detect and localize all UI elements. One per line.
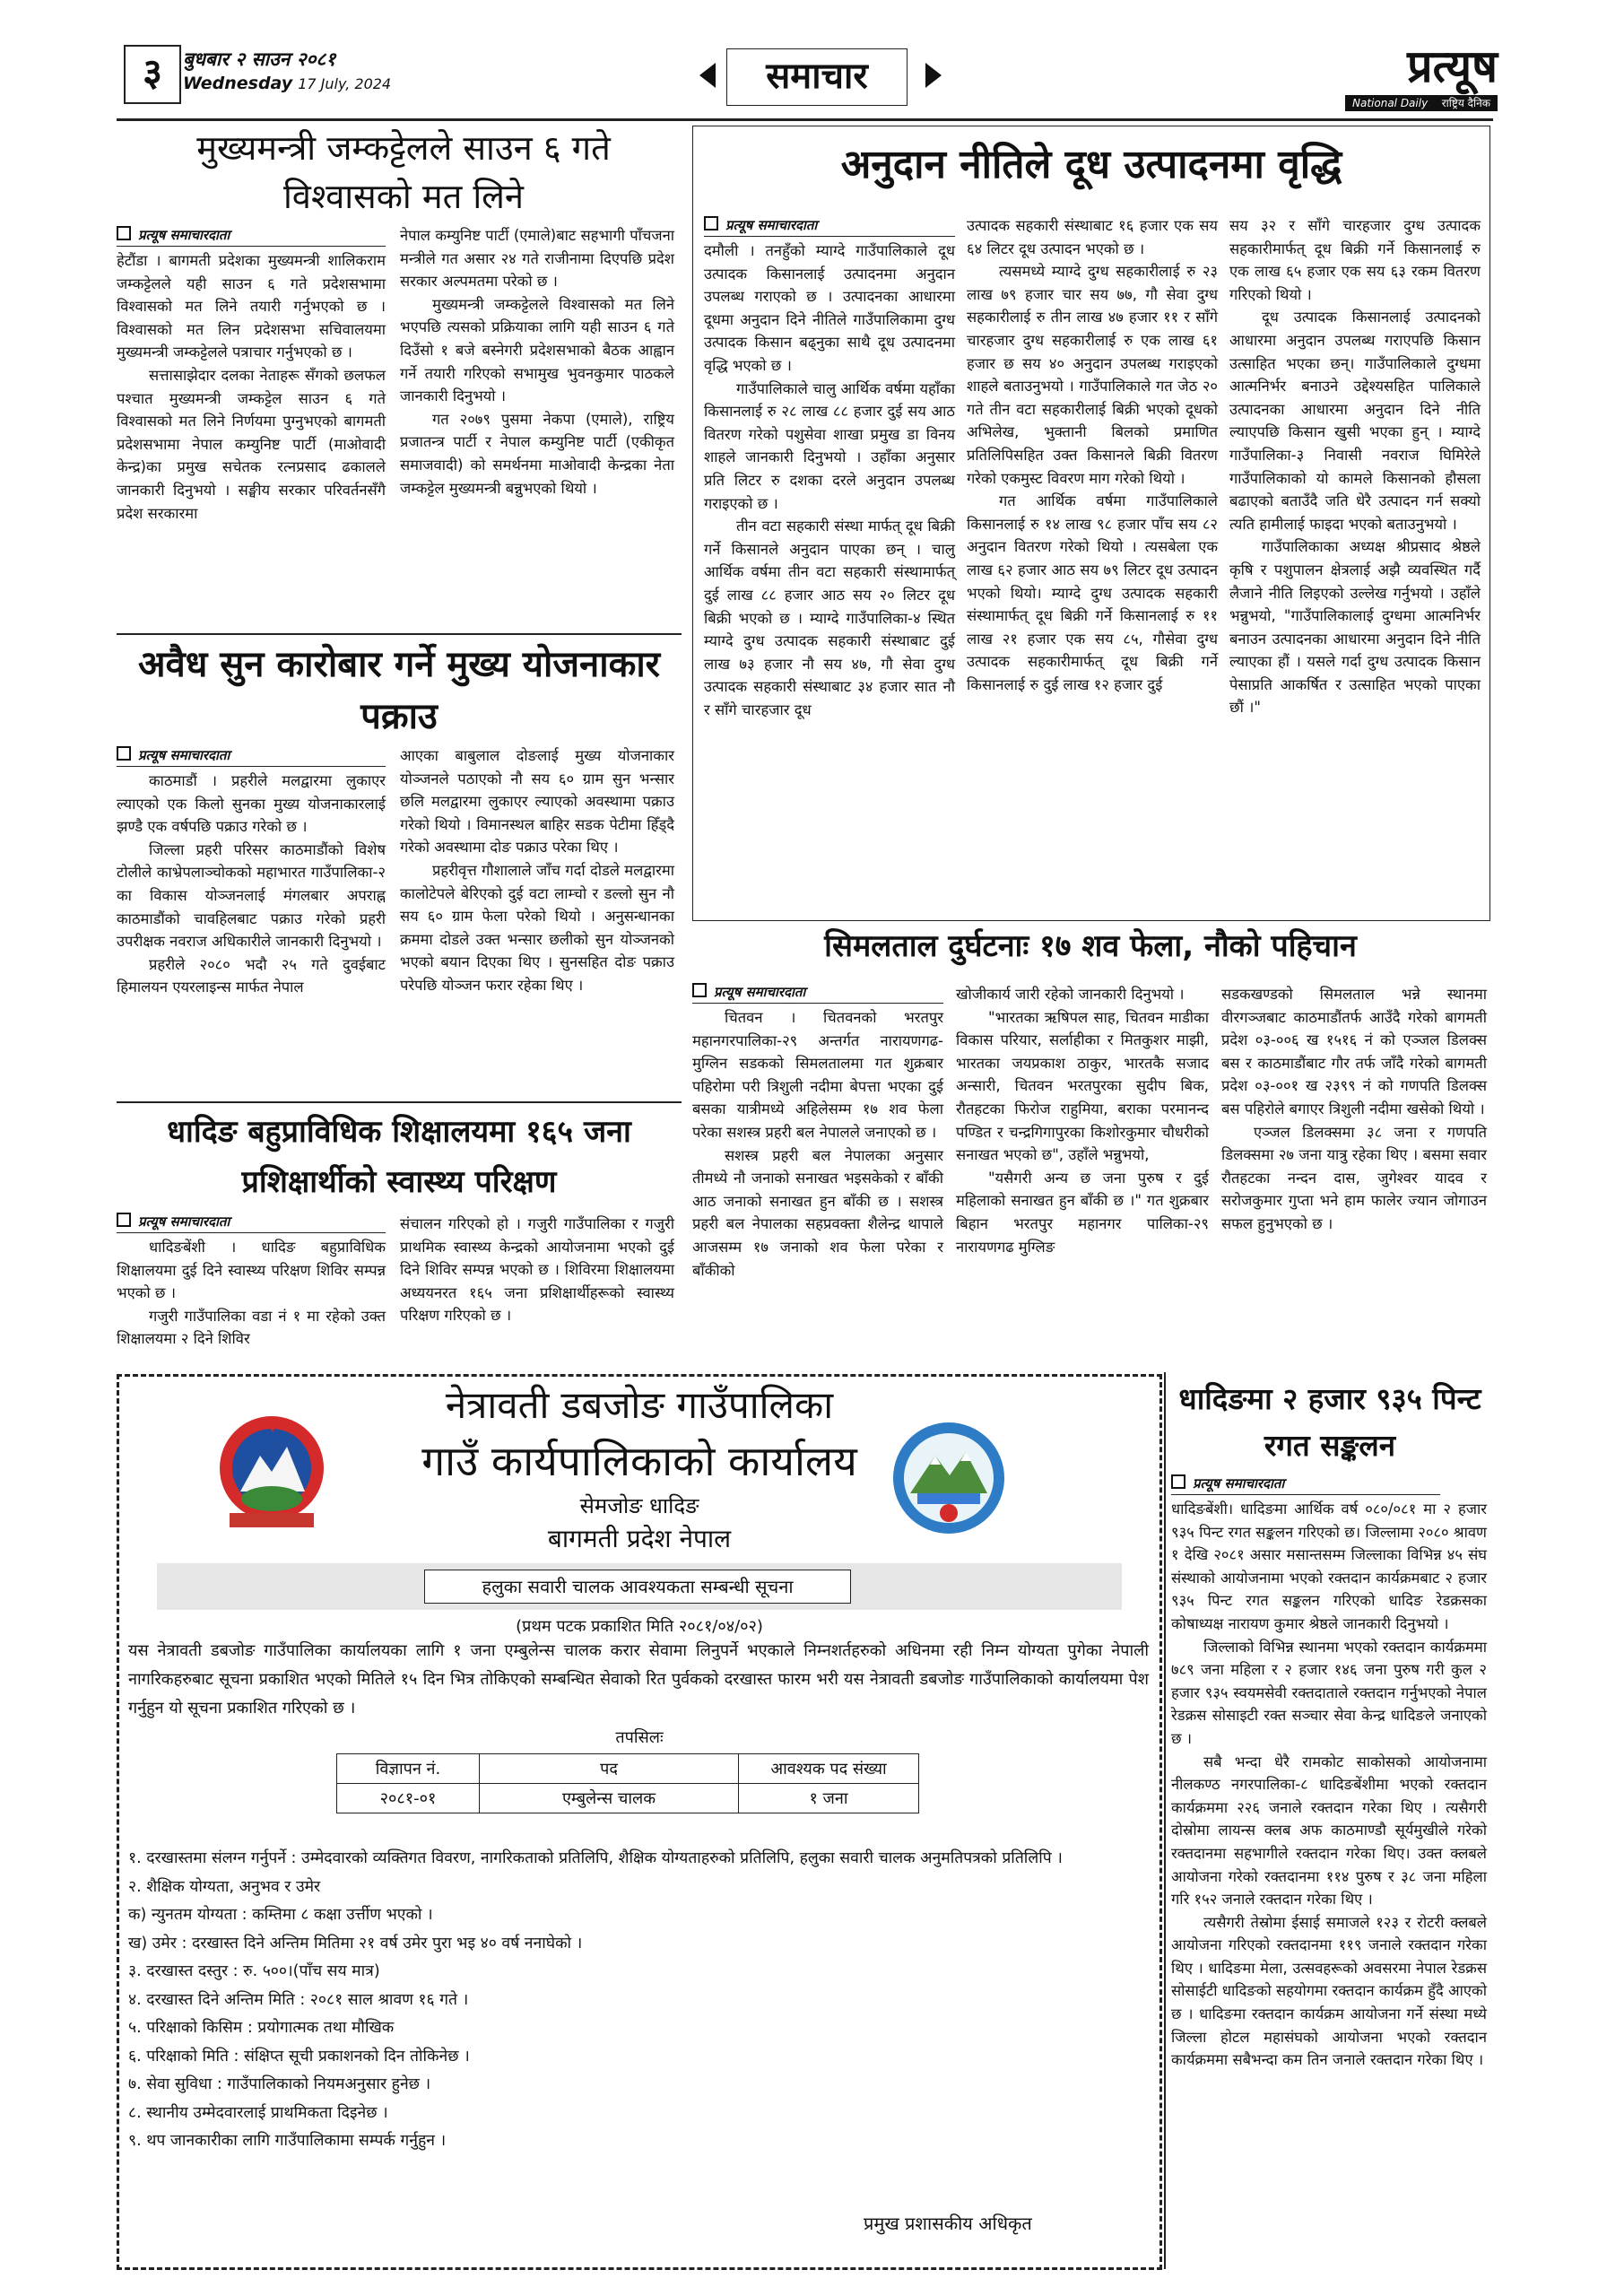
notice-condition: ३. दरखास्त दस्तुर : रु. ५००।(पाँच सय मात्र): [128, 1962, 380, 1980]
article3-column-1: [117, 770, 386, 999]
notice-office: गाउँ कार्यपालिकाको कार्यालय: [421, 1437, 857, 1485]
article1-bottom-rule: [117, 633, 682, 635]
article5-column-2: [956, 983, 1209, 1258]
byline-square-icon: [692, 983, 707, 997]
notice-subject: हलुका सवारी चालक आवश्यकता सम्बन्धी सूचना: [424, 1570, 851, 1604]
logo-sub-left: National Daily: [1352, 97, 1429, 109]
article2-paragraph: सय ३२ र साँगे चारहजार दुग्ध उत्पादक सहकारीमार्फत् दूध बिक्री गर्ने किसानलाई रु एक लाख ६५ हजार एक सय ६३ रकम वितरण गरिएको थियो ।: [1229, 217, 1481, 303]
article3-headline-line1: अवैध सुन कारोबार गर्ने मुख्य योजनाकार: [137, 644, 661, 685]
article6-body: [1171, 1498, 1487, 2072]
notice-condition: ख) उमेर : दरखास्त दिने अन्तिम मितिमा २१ वर्ष उमेर पुरा भइ ४० वर्ष ननाघेको ।: [128, 1934, 583, 1952]
table-cell: एम्बुलेन्स चालक: [480, 1784, 739, 1813]
byline-text: प्रत्यूष समाचारदाता: [725, 217, 818, 233]
article5-paragraph: "यसैगरी अन्य छ जना पुरुष र दुई महिलाको सनाखत हुन बाँकी छ ।" गत शुक्रबार बिहान भरतपुर महानगर पालिका-२९ नारायणगढ मुग्लिङ: [956, 1169, 1209, 1256]
notice-box: [117, 1374, 1162, 2270]
article1-column-2: [400, 224, 674, 500]
article4-headline: [117, 1107, 682, 1207]
article1-headline-line2: विश्वासको मत लिने: [282, 177, 525, 216]
article6-headline-line1: धादिङमा २ हजार ९३५ पिन्ट: [1178, 1381, 1481, 1416]
notice-table-wrap: [336, 1753, 919, 1813]
notice-condition: ६. परिक्षाको मिति : संक्षिप्त सूची प्रकाशनको दिन तोकिनेछ ।: [128, 2047, 470, 2066]
article2-column-1: [704, 239, 955, 721]
article5-headline: सिमलताल दुर्घटनाः १७ शव फेला, नौको पहिचान: [824, 928, 1357, 964]
byline-square-icon: [117, 746, 131, 761]
article5-paragraph: सशस्त्र प्रहरी बल नेपालका अनुसार तीमध्ये नौ जनाको सनाखत भइसकेको र बाँकी आठ जनाको सनाखत हुन बाँकी छ । सशस्त्र प्रहरी बल नेपालका सहप्रवक्ता शैलेन्द्र थापाले आजसम्म १७ जनाको शव फेला परेका र बाँकीको: [692, 1146, 943, 1279]
notice-table: [336, 1753, 919, 1813]
article1-byline: [117, 226, 386, 247]
article3-paragraph: प्रहरीवृत्त गौशालाले जाँच गर्दा दोडले मलद्वारमा कालोटेपले बेरिएको दुई वटा लाम्चो र डल्लो सुन नौ सय ६० ग्राम फेला परेको थियो । अनुसन्धानका क्रममा दोडले उक्त भन्सार छलीको सुन योञ्जनको भएको बयान दिएका थिए । सुनसहित दोङ पक्राउ परेपछि योञ्जन फरार रहेका थिए ।: [400, 861, 674, 994]
article1-paragraph: नेपाल कम्युनिष्ट पार्टी (एमाले)बाट सहभागी पाँचजना मन्त्रीले गत असार २४ गते राजीनामा दिएपछि प्रदेश सरकार अल्पमतमा परेको छ ।: [400, 227, 674, 291]
article6-paragraph: धादिङबेंशी। धादिङमा आर्थिक वर्ष ०८०/०८१ मा २ हजार ९३५ पिन्ट रगत सङ्कलन गरिएको छ। जिल्लामा २०८० श्रावण १ देखि २०८१ असार मसान्तसम्म जिल्लाका विभिन्न ४५ संघ संस्थाको आयोजनामा भएको रक्तदान कार्यक्रमबाट २ हजार ९३५ पिन्ट रगत सङ्कलन गरिएको धादिङ रेडक्रसका कोषाध्यक्ष नारायण कुमार श्रेष्ठले जानकारी दिनुभयो ।: [1171, 1500, 1487, 1632]
byline-square-icon: [117, 226, 131, 240]
notice-conditions: [128, 1845, 1149, 2156]
article5-paragraph: चितवन । चितवनको भरतपुर महानगरपालिका-२९ अन्तर्गत नारायणगढ-मुग्लिन सडकको सिमलतालमा गत शुक्रबार पहिरोमा परी त्रिशुली नदीमा बेपत्ता भएका दुई बसका यात्रीमध्ये अहिलेसम्म १७ शव फेला परेका सशस्त्र प्रहरी बल नेपालले जनाएको छ ।: [692, 1009, 943, 1141]
article5-column-3: [1221, 983, 1487, 1236]
logo-sub-right: राष्ट्रिय दैनिक: [1441, 97, 1490, 109]
date-english-rest: 17 July, 2024: [298, 75, 392, 92]
article2-byline: [704, 216, 955, 237]
article3-headline-line2: पक्राउ: [360, 696, 438, 737]
date-english-day: Wednesday: [183, 74, 293, 93]
arrow-right-icon: [925, 63, 942, 88]
article5-paragraph: खोजीकार्य जारी रहेको जानकारी दिनुभयो ।: [956, 986, 1185, 1003]
article5-paragraph: एञ्जल डिलक्समा ३८ जना र गणपति डिलक्समा २७ जना यात्रु रहेका थिए । बसमा सवार रौतहटका नन्दन दास, जुगेश्वर यादव र सरोजकुमार गुप्ता भने हाम फालेर ज्यान जोगाउन सफल हुनुभएको छ ।: [1221, 1123, 1487, 1232]
byline-square-icon: [1171, 1474, 1185, 1489]
article2-headline: अनुदान नीतिले दूध उत्पादनमा वृद्धि: [840, 142, 1342, 187]
notice-address-2: बागमती प्रदेश नेपाल: [547, 1524, 732, 1553]
article6-byline: [1171, 1474, 1440, 1495]
article4-headline-line2: प्रशिक्षार्थीको स्वास्थ्य परिक्षण: [241, 1164, 557, 1200]
notice-condition: ७. सेवा सुविधा : गाउँपालिकाको नियमअनुसार हुनेछ ।: [128, 2075, 431, 2093]
notice-condition: ४. दरखास्त दिने अन्तिम मिति : २०८१ साल श्रावण १६ गते ।: [128, 1990, 469, 2009]
notice-intro: यस नेत्रावती डबजोङ गाउँपालिका कार्यालयका लागि १ जना एम्बुलेन्स चालक करार सेवामा लिनुपर्ने भएकाले निम्नशर्तहरुको अधिनमा रही निम्न योग्यता पुगेका नेपाली नागरिकहरुबाट सूचना प्रकाशित भएको मितिले १५ दिन भित्र तोकिएको सम्बन्धित सेवाको रित पुर्वकको दरखास्त फारम भरी यस नेत्रावती डबजोङ गाउँपालिकाको कार्यालयमा पेश गर्नुहुन यो सूचना प्रकाशित गरिएको छ ।: [128, 1641, 1149, 1718]
article1-paragraph: सत्तासाझेदार दलका नेताहरू सँगको छलफल पश्चात मुख्यमन्त्री जम्कट्टेल साउन ६ गते विश्वासको मत लिने निर्णयमा पुग्नुभएको बागमती प्रदेशसभामा नेपाल कम्युनिष्ट पार्टी (माओवादी केन्द्र)का प्रमुख सचेतक रत्नप्रसाद ढकालले जानकारी दिनुभयो । सङ्घीय सरकार परिवर्तनसँगै प्रदेश सरकारमा: [117, 366, 386, 522]
article2-paragraph: गाउँपालिकाले चालु आर्थिक वर्षमा यहाँका किसानलाई रु २८ लाख ८८ हजार दुई सय आठ वितरण गरेको पशुसेवा शाखा प्रमुख डा विनय शाहले जानकारी दिनुभयो । उहाँका अनुसार प्रति लिटर रु दशका दरले अनुदान उपलब्ध गराइएको छ ।: [704, 379, 955, 512]
table-cell: १ जना: [739, 1784, 919, 1813]
article3-column-2: [400, 744, 674, 997]
logo-text: प्रत्यूष: [1407, 40, 1498, 92]
article1-column-1: [117, 249, 386, 525]
article2-box: [692, 126, 1490, 921]
article1-paragraph: गत २०७९ पुसमा नेकपा (एमाले), राष्ट्रिय प्रजातन्त्र पार्टी र नेपाल कम्युनिष्ट पार्टी (एकीकृत समाजवादी) को समर्थनमा माओवादी केन्द्रका नेता जम्कट्टेल मुख्यमन्त्री बन्नुभएको थियो ।: [400, 410, 674, 497]
notice-first-published: (प्रथम पटक प्रकाशित मिति २०८१/०४/०२): [516, 1617, 763, 1636]
article2-column-2: [967, 214, 1218, 696]
article6-paragraph: सबै भन्दा धेरै रामकोट साकोसको आयोजनामा नीलकण्ठ नगरपालिका-८ धादिङबेंशीमा भएको रक्तदान कार्यक्रममा २२६ जनाले रक्तदान गरेका थिए । त्यसैगरी दोस्रोमा लायन्स क्लब अफ काठमाण्डौ सूर्यमुखीले गरेको रक्तदानमा सहभागीले रक्तदान गरेका थिए। उक्त क्लबले आयोजना गरेको रक्तदानमा ११४ पुरुष र ३८ जना महिला गरि १५२ जनाले रक्तदान गरेका थिए ।: [1171, 1752, 1487, 1909]
article3-byline: [117, 746, 386, 767]
article1-paragraph: मुख्यमन्त्री जम्कट्टेलले विश्वासको मत लिने भएपछि त्यसको प्रक्रियाका लागि यही साउन ६ गते दिउँसो १ बजे बस्नेगरी प्रदेशसभाको बैठक आह्वान गर्ने तयारी गरिएको सभामुख भुवनकुमार पाठकले जानकारी दिनुभयो ।: [400, 295, 674, 405]
article4-byline: [117, 1213, 386, 1233]
notice-condition: क) न्युनतम योग्यता : कम्तिमा ८ कक्षा उर्त्तीण भएको ।: [128, 1906, 433, 1924]
article6-paragraph: जिल्लाको विभिन्न स्थानमा भएको रक्तदान कार्यक्रममा ७८९ जना महिला र २ हजार १४६ जना पुरुष गरी कुल २ हजार ९३५ स्वयमसेवी रक्तदाताले रक्तदान गर्नुभएको नेपाल रेडक्रस सोसाइटी रक्त सञ्चार सेवा केन्द्र धादिङले जनाएको छ ।: [1171, 1638, 1487, 1747]
page-header: [117, 36, 1498, 117]
notice-signatory: प्रमुख प्रशासकीय अधिकृत: [864, 2213, 1032, 2234]
logo-subtitle-bar: [1345, 95, 1498, 111]
arrow-left-icon: [699, 63, 716, 88]
article2-column-3: [1229, 214, 1481, 719]
notice-condition: ९. थप जानकारीका लागि गाउँपालिकामा सम्पर्क गर्नुहुन ।: [128, 2132, 447, 2150]
article3-bottom-rule: [117, 1101, 682, 1103]
notice-condition: २. शैक्षिक योग्यता, अनुभव र उमेर: [128, 1877, 321, 1896]
table-header-cell: आवश्यक पद संख्या: [739, 1754, 919, 1784]
article5-paragraph: "भारतका ऋषिपल साह, चितवन माडीका विकास परियार, सर्लाहीका र मितकुशर माझी, भारतका जयप्रकाश ठाकुर, भारतकै सजाद अन्सारी, चितवन भरतपुरका सुदीप बिक, रौतहटका फिरोज राहुमिया, बराका परमानन्द पण्डित र चन्द्रगिगापुरका किशोरकुमार चौधरीको सनाखत भएको छ", उहाँले भन्नुभयो,: [956, 1008, 1209, 1164]
notice-condition: ८. स्थानीय उम्मेदवारलाई प्राथमिकता दिइनेछ ।: [128, 2103, 388, 2122]
notice-condition: १. दरखास्तमा संलग्न गर्नुपर्ने : उम्मेदवारको व्यक्तिगत विवरण, नागरिकताको प्रतिलिपि, शैक्षिक योग्यताहरुको प्रतिलिपि, हलुका सवारी चालक अनुमतिपत्रको प्रतिलिपि ।: [128, 1849, 1063, 1867]
header-rule: [117, 118, 1493, 121]
table-row: [337, 1784, 919, 1813]
notice-subject-band: [157, 1563, 1122, 1610]
section-title: समाचार: [726, 48, 908, 106]
article2-paragraph: तीन वटा सहकारी संस्था मार्फत् दूध बिक्री गर्ने किसानले अनुदान पाएका छन् । चालु आर्थिक वर्षमा तीन वटा सहकारी संस्थामार्फत् दुई लाख ८८ हजार आठ सय २० लिटर दूध बिक्री भएको छ । म्याग्दे गाउँपालिका-४ स्थित म्याग्दे दुग्ध उत्पादक सहकारी संस्थाबाट दुई लाख ७३ हजार नौ सय ४७, गौ सेवा दुग्ध उत्पादक सहकारी संस्थाबाट ३४ हजार सात नौ र साँगे चारहजार दूध: [704, 517, 955, 718]
notice-org-name: नेत्रावती डबजोङ गाउँपालिका: [445, 1383, 834, 1427]
article2-paragraph: दूध उत्पादक किसानलाई उत्पादनको आधारमा अनुदान उपलब्ध गराएपछि किसान उत्साहित भएका छन्। गाउँपालिकाले दुग्धमा आत्मनिर्भर बनाउने उद्देश्यसहित पालिकाले उत्पादनका आधारमा अनुदान दिने नीति ल्याएपछि किसान खुसी भएका हुन् । म्याग्दे गाउँपालिका-३ निवासी नवराज घिमिरेले गाउँपालिकाको यो कामले किसानको हौसला बढाएको बताउँदै जति धेरै उत्पादन गर्न सक्यो त्यति हामीलाई फाइदा भएको बताउनुभयो ।: [1229, 309, 1481, 533]
byline-text: प्रत्यूष समाचारदाता: [138, 747, 230, 763]
byline-text: प्रत्यूष समाचारदाता: [138, 227, 230, 243]
date-nepali: बुधबार २ साउन २०८१: [183, 48, 336, 70]
table-header-cell: पद: [480, 1754, 739, 1784]
byline-square-icon: [704, 216, 718, 230]
article4-paragraph: संचालन गरिएको हो । गजुरी गाउँपालिका र गजुरी प्राथमिक स्वास्थ्य केन्द्रको आयोजनामा भएको दुई दिने शिविर सम्पन्न भएको छ । शिविरमा शिक्षालयमा अध्ययनरत १६५ जना प्रशिक्षार्थीहरूको स्वास्थ्य परिक्षण गरिएको छ ।: [400, 1215, 674, 1325]
byline-text: प्रत्यूष समाचारदाता: [1193, 1475, 1285, 1492]
article3-paragraph: जिल्ला प्रहरी परिसर काठमाडौंको विशेष टोलीले काभ्रेपलाञ्चोकको महाभारत गाउँपालिका-२ का विकास योञ्जनलाई मंगलबार अपराह्न काठमाडौंको चावहिलबाट पक्राउ गरेको प्रहरी उपरीक्षक नवराज अधिकारीले जानकारी दिनुभयो ।: [117, 840, 386, 951]
article4-headline-line1: धादिङ बहुप्राविधिक शिक्षालयमा १६५ जना: [167, 1114, 631, 1150]
article2-paragraph: गाउँपालिकाका अध्यक्ष श्रीप्रसाद श्रेष्ठले कृषि र पशुपालन क्षेत्रलाई अझै व्यवस्थित गर्दै लैजाने नीति लिइएको उल्लेख गर्नुभयो । उहाँले भन्नुभयो, "गाउँपालिकालाई दुग्धमा आत्मनिर्भर बनाउन उत्पादनका आधारमा अनुदान दिने नीति ल्याएका हौं । यसले गर्दा दुग्ध उत्पादक किसान पेसाप्रति आकर्षित र उत्साहित भएको पाएका छौं ।": [1229, 538, 1481, 717]
article1-headline-line1: मुख्यमन्त्री जम्कट्टेलले साउन ६ गते: [196, 128, 611, 168]
article2-paragraph: दमौली । तनहुँको म्याग्दे गाउँपालिकाले दूध उत्पादक किसानलाई उत्पादनमा अनुदान उपलब्ध गराएको छ । उत्पादनका आधारमा दूधमा अनुदान दिने नीतिले गाउँपालिकामा दुग्ध उत्पादक किसान बढ्नुका साथै दूध उत्पादनमा वृद्धि भएको छ ।: [704, 242, 955, 374]
article2-paragraph: गत आर्थिक वर्षमा गाउँपालिकाले किसानलाई रु १४ लाख ९८ हजार पाँच सय ८२ अनुदान वितरण गरेको थियो । त्यसबेला एक लाख ६२ हजार आठ सय ७९ लिटर दूध उत्पादन भएको थियो। म्याग्दे दुग्ध उत्पादक सहकारी संस्थामार्फत् दूध बिक्री गर्ने किसानलाई रु ११ लाख २१ हजार एक सय ८५, गौसेवा दुग्ध उत्पादक सहकारीमार्फत् दूध बिक्री गर्ने किसानलाई रु दुई लाख १२ हजार दुई: [967, 492, 1218, 693]
article3-headline: [117, 639, 682, 743]
article4-paragraph: धादिङबेंशी । धादिङ बहुप्राविधिक शिक्षालयमा दुई दिने स्वास्थ्य परिक्षण शिविर सम्पन्न भएको छ ।: [117, 1239, 386, 1302]
article3-paragraph: प्रहरीले २०८० भदौ २५ गते दुवईबाट हिमालयन एयरलाइन्स मार्फत नेपाल: [117, 955, 386, 996]
notice-address-1: सेमजोङ धादिङ: [579, 1493, 699, 1518]
article1-paragraph: हेटौंडा । बागमती प्रदेशका मुख्यमन्त्री शालिकराम जम्कट्टेलले यही साउन ६ गते प्रदेशसभामा विश्वासको मत लिने तयारी गर्नुभएको छ । विश्वासको मत लिन प्रदेशसभा सचिवालयमा मुख्यमन्त्री जम्कट्टेलले पत्राचार गर्नुभएको छ ।: [117, 252, 386, 361]
article2-paragraph: त्यसमध्ये म्याग्दे दुग्ध सहकारीलाई रु २३ लाख ७९ हजार चार सय ७७, गौ सेवा दुग्ध सहकारीलाई रु तीन लाख ४७ हजार ११ र साँगे चारहजार दुग्ध सहकारीलाई रु एक लाख ६१ हजार छ सय ४० अनुदान उपलब्ध गराइएको शाहले बताउनुभयो । गाउँपालिकाले गत जेठ २० गते तीन वटा सहकारीलाई बिक्री भएको दूधको अभिलेख, भुक्तानी बिलको प्रमाणित प्रतिलिपिसहित उक्त किसानले बिक्री वितरण गरेको एकमुस्ट विवरण माग गरेको थियो ।: [967, 263, 1218, 487]
article6-headline-line2: रगत सङ्कलन: [1264, 1428, 1396, 1463]
table-cell: २०८१-०१: [337, 1784, 480, 1813]
article6-left-rule: [1164, 1372, 1166, 2269]
article3-paragraph: काठमाडौं । प्रहरीले मलद्वारमा लुकाएर ल्याएको एक किलो सुनका मुख्य योजनाकारलाई झण्डै एक वर्षपछि पक्राउ गरेको छ ।: [117, 772, 386, 836]
table-header-cell: विज्ञापन नं.: [337, 1754, 480, 1784]
article2-paragraph: उत्पादक सहकारी संस्थाबाट १६ हजार एक सय ६४ लिटर दूध उत्पादन भएको छ ।: [967, 217, 1218, 257]
byline-text: प्रत्यूष समाचारदाता: [714, 984, 806, 1000]
article4-column-2: [400, 1213, 674, 1327]
article4-column-1: [117, 1236, 386, 1351]
article4-paragraph: गजुरी गाउँपालिका वडा नं १ मा रहेको उक्त शिक्षालयमा २ दिने शिविर: [117, 1307, 386, 1348]
table-header-row: [337, 1754, 919, 1784]
article5-paragraph: सडकखण्डको सिमलताल भन्ने स्थानमा वीरगञ्जबाट काठमाडौंतर्फ आउँदै गरेको बागमती प्रदेश ०३-००६ ख १५१६ नं को एञ्जल डिलक्स बस र काठमाडौंबाट गौर तर्फ जाँदै गरेको बागमती प्रदेश ०३-००१ ख २३९९ नं को गणपति डिलक्स बस पहिरोले बगाएर त्रिशुली नदीमा खसेको थियो ।: [1221, 986, 1487, 1118]
section-banner: [690, 47, 951, 108]
byline-square-icon: [117, 1213, 131, 1227]
page-number: ३: [124, 45, 181, 104]
article5-column-1: [692, 1006, 943, 1282]
article5-byline: [692, 983, 943, 1004]
notice-table-caption: तपसिलः: [615, 1728, 664, 1747]
masthead-logo: [1345, 39, 1498, 113]
byline-text: प्रत्यूष समाचारदाता: [138, 1213, 230, 1230]
article6-paragraph: त्यसैगरी तेस्रोमा ईसाई समाजले १२३ र रोटरी क्लबले आयोजना गरिएको रक्तदानमा ११९ जनाले रक्तदान गरेका थिए । धादिङमा मेला, उत्सवहरूको अवसरमा नेपाल रेडक्रस सोसाईटी धादिङको सहयोगमा रक्तदान कार्यक्रम हुँदै आएको छ । धादिङमा रक्तदान कार्यक्रम आयोजना गर्ने संस्था मध्ये जिल्ला होटल महासंघको आयोजना भएको रक्तदान कार्यक्रममा सबैभन्दा कम तिन जनाले रक्तदान गरेका थिए ।: [1171, 1913, 1487, 2069]
date-english: [183, 74, 391, 93]
article6-headline: [1171, 1376, 1489, 1469]
article1-headline: [117, 124, 690, 221]
article3-paragraph: आएका बाबुलाल दोङलाई मुख्य योजनाकार योञ्जनले पठाएको नौ सय ६० ग्राम सुन भन्सार छलि मलद्वारमा लुकाएर ल्याएको अवस्थामा पक्राउ गरेको थियो । विमानस्थल बाहिर सडक पेटीमा हिँड्दै गरेको अवस्थामा दोङ पक्राउ परेका थिए ।: [400, 747, 674, 857]
notice-condition: ५. परिक्षाको किसिम : प्रयोगात्मक तथा मौखिक: [128, 2019, 395, 2037]
